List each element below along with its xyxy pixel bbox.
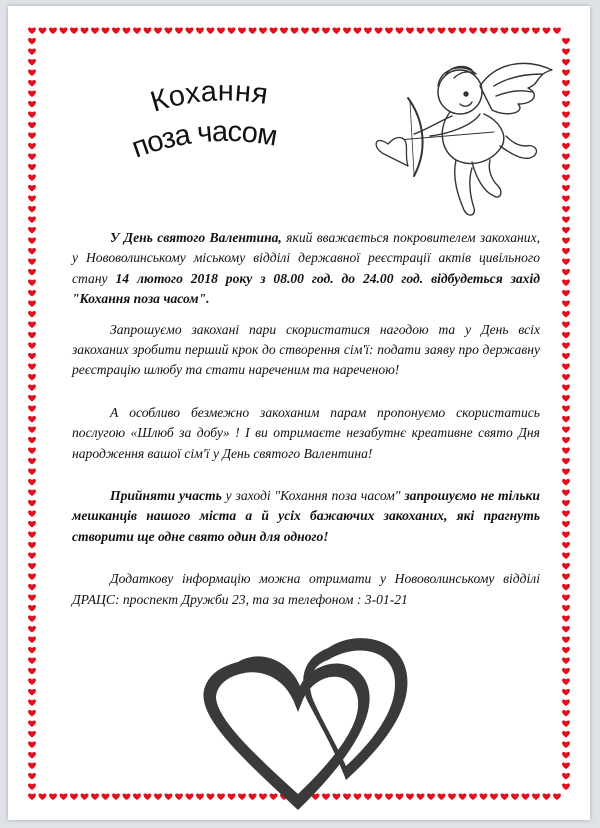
border-heart xyxy=(562,658,570,664)
border-heart xyxy=(562,154,570,160)
border-heart xyxy=(562,238,570,244)
border-heart xyxy=(511,794,519,800)
border-heart xyxy=(28,637,36,643)
border-heart xyxy=(562,395,570,401)
border-heart xyxy=(28,122,36,128)
border-heart xyxy=(562,322,570,328)
border-heart xyxy=(562,364,570,370)
border-heart xyxy=(154,28,162,34)
border-heart xyxy=(562,101,570,107)
paragraph-1 xyxy=(72,228,540,310)
border-heart xyxy=(28,521,36,527)
border-heart xyxy=(562,259,570,265)
border-heart xyxy=(396,28,404,34)
border-heart xyxy=(28,227,36,233)
border-heart xyxy=(102,28,110,34)
border-heart xyxy=(28,175,36,181)
border-heart xyxy=(490,28,498,34)
border-heart xyxy=(562,563,570,569)
border-heart xyxy=(28,542,36,548)
border-heart xyxy=(562,521,570,527)
p1-text1: який вважається покровителем закоханих, у Нововолинському міському відділі державної реєстрації актів цивільного стану xyxy=(72,230,540,286)
border-heart xyxy=(28,343,36,349)
border-heart xyxy=(562,437,570,443)
border-heart xyxy=(28,154,36,160)
border-heart xyxy=(562,49,570,55)
border-heart xyxy=(490,794,498,800)
border-heart xyxy=(562,574,570,580)
border-heart xyxy=(28,700,36,706)
border-heart xyxy=(28,679,36,685)
border-heart xyxy=(28,437,36,443)
border-heart xyxy=(562,248,570,254)
border-heart xyxy=(60,28,68,34)
border-heart xyxy=(562,532,570,538)
border-heart xyxy=(28,395,36,401)
border-heart xyxy=(501,28,509,34)
border-heart xyxy=(28,364,36,370)
border-heart xyxy=(28,563,36,569)
border-heart xyxy=(144,794,152,800)
border-heart xyxy=(28,112,36,118)
border-heart xyxy=(354,28,362,34)
border-heart xyxy=(28,133,36,139)
border-heart xyxy=(28,605,36,611)
border-heart xyxy=(562,427,570,433)
two-hearts-icon xyxy=(178,632,438,822)
p1-text2 xyxy=(423,271,431,286)
border-heart xyxy=(562,605,570,611)
border-heart xyxy=(70,794,78,800)
border-heart xyxy=(562,721,570,727)
border-heart xyxy=(438,28,446,34)
border-heart xyxy=(562,637,570,643)
border-heart xyxy=(28,448,36,454)
p1-lead: У День святого Валентина, xyxy=(110,230,282,245)
border-heart xyxy=(562,112,570,118)
border-heart xyxy=(480,794,488,800)
border-heart xyxy=(511,28,519,34)
border-heart xyxy=(562,710,570,716)
border-heart xyxy=(562,164,570,170)
border-heart xyxy=(562,479,570,485)
border-heart xyxy=(562,91,570,97)
border-heart xyxy=(112,28,120,34)
paragraph-3: А особливо безмежно закоханим парам пропонуємо скористатись послугою «Шлюб за добу» ! І ви отримаєте незабутнє креативне свято Дня народження вашої сім'ї у День святого Валентина! xyxy=(72,404,540,461)
border-heart xyxy=(301,28,309,34)
border-heart xyxy=(562,122,570,128)
border-heart xyxy=(91,28,99,34)
border-heart xyxy=(28,406,36,412)
border-heart xyxy=(28,647,36,653)
border-heart xyxy=(562,626,570,632)
svg-text:Кохання xyxy=(147,75,270,118)
border-heart xyxy=(501,794,509,800)
border-heart xyxy=(28,322,36,328)
border-heart xyxy=(28,479,36,485)
border-heart xyxy=(270,28,278,34)
border-heart xyxy=(28,206,36,212)
border-heart xyxy=(364,28,372,34)
border-heart xyxy=(28,574,36,580)
border-heart xyxy=(28,427,36,433)
border-heart xyxy=(28,532,36,538)
border-heart xyxy=(522,28,530,34)
border-heart xyxy=(562,80,570,86)
border-heart xyxy=(133,794,141,800)
border-heart xyxy=(28,38,36,44)
border-heart xyxy=(28,584,36,590)
border-heart xyxy=(28,511,36,517)
border-heart xyxy=(28,332,36,338)
border-heart xyxy=(28,763,36,769)
border-heart xyxy=(28,49,36,55)
border-heart xyxy=(562,595,570,601)
border-heart xyxy=(562,385,570,391)
border-heart xyxy=(28,385,36,391)
border-heart xyxy=(562,469,570,475)
border-heart xyxy=(448,28,456,34)
border-heart xyxy=(562,143,570,149)
border-heart xyxy=(562,353,570,359)
border-heart xyxy=(562,59,570,65)
border-heart xyxy=(562,773,570,779)
border-heart xyxy=(28,469,36,475)
border-heart xyxy=(186,28,194,34)
border-heart xyxy=(28,290,36,296)
border-heart xyxy=(562,175,570,181)
curved-title xyxy=(126,66,336,186)
border-heart xyxy=(562,784,570,790)
title-line-1: Кохання xyxy=(146,75,271,119)
border-heart xyxy=(562,679,570,685)
border-heart xyxy=(28,185,36,191)
border-heart xyxy=(28,616,36,622)
border-heart xyxy=(238,28,246,34)
cupid-icon xyxy=(368,50,558,225)
border-heart xyxy=(562,196,570,202)
border-heart xyxy=(562,332,570,338)
border-heart xyxy=(28,91,36,97)
border-heart xyxy=(154,794,162,800)
border-heart xyxy=(562,70,570,76)
border-heart xyxy=(532,794,540,800)
border-heart xyxy=(553,794,561,800)
border-heart xyxy=(144,28,152,34)
paragraph-5: Додаткову інформацію можна отримати у Нововолинському відділі ДРАЦС: проспект Дружби 23, та за телефоном : 3-01-21 xyxy=(72,571,540,607)
border-heart xyxy=(562,616,570,622)
border-heart xyxy=(312,28,320,34)
border-heart xyxy=(562,763,570,769)
border-heart xyxy=(228,28,236,34)
border-heart xyxy=(469,794,477,800)
border-heart xyxy=(28,269,36,275)
border-heart xyxy=(28,353,36,359)
border-heart xyxy=(91,794,99,800)
border-heart xyxy=(562,311,570,317)
border-heart xyxy=(562,227,570,233)
border-heart xyxy=(322,28,330,34)
p4-bold2: запрошуємо не тільки мешканців нашого міста а й усіх бажаючих закоханих, які прагнуть створити ще одне свято один для одного! xyxy=(72,488,540,544)
border-heart xyxy=(28,238,36,244)
border-heart xyxy=(28,773,36,779)
border-heart xyxy=(562,647,570,653)
p4-bold1: Прийняти участь xyxy=(110,488,222,504)
border-heart xyxy=(28,416,36,422)
svg-text:поза часом xyxy=(128,116,279,165)
border-heart xyxy=(562,416,570,422)
border-heart xyxy=(207,28,215,34)
border-heart xyxy=(562,511,570,517)
border-heart xyxy=(123,794,131,800)
border-heart xyxy=(28,28,36,34)
border-heart xyxy=(49,794,57,800)
border-heart xyxy=(28,658,36,664)
border-heart xyxy=(28,164,36,170)
border-heart xyxy=(427,28,435,34)
border-heart xyxy=(28,553,36,559)
border-heart xyxy=(28,742,36,748)
border-heart xyxy=(28,595,36,601)
border-heart xyxy=(343,28,351,34)
border-heart xyxy=(291,28,299,34)
border-heart xyxy=(28,794,36,800)
border-heart xyxy=(562,217,570,223)
announcement-body xyxy=(72,228,540,620)
p1-event: відбудеться захід "Кохання поза часом". xyxy=(72,270,540,307)
border-heart xyxy=(28,196,36,202)
border-heart xyxy=(562,206,570,212)
border-heart xyxy=(562,38,570,44)
border-heart xyxy=(165,794,173,800)
border-heart xyxy=(28,784,36,790)
border-heart xyxy=(562,280,570,286)
border-heart xyxy=(60,794,68,800)
border-heart xyxy=(28,500,36,506)
border-heart xyxy=(562,731,570,737)
border-heart xyxy=(28,731,36,737)
border-heart xyxy=(562,542,570,548)
border-heart xyxy=(28,143,36,149)
border-heart xyxy=(39,794,47,800)
border-heart xyxy=(480,28,488,34)
border-heart xyxy=(280,28,288,34)
border-heart xyxy=(175,28,183,34)
border-heart xyxy=(112,794,120,800)
border-heart xyxy=(28,311,36,317)
border-heart xyxy=(28,217,36,223)
border-heart xyxy=(28,721,36,727)
border-heart xyxy=(81,794,89,800)
border-heart xyxy=(28,689,36,695)
border-heart xyxy=(448,794,456,800)
border-heart xyxy=(196,28,204,34)
border-heart xyxy=(28,259,36,265)
border-heart xyxy=(28,626,36,632)
border-heart xyxy=(562,406,570,412)
border-heart xyxy=(28,374,36,380)
p1-date: 14 лютого 2018 року з 08.00 год. до 24.00 год. xyxy=(115,270,424,286)
border-heart xyxy=(543,794,551,800)
border-heart xyxy=(522,794,530,800)
border-heart xyxy=(562,343,570,349)
border-heart xyxy=(562,752,570,758)
border-heart xyxy=(543,28,551,34)
border-heart xyxy=(562,269,570,275)
border-heart xyxy=(459,28,467,34)
border-heart xyxy=(49,28,57,34)
border-heart xyxy=(417,28,425,34)
border-heart xyxy=(562,700,570,706)
border-heart xyxy=(70,28,78,34)
border-heart xyxy=(123,28,131,34)
border-heart xyxy=(133,28,141,34)
border-heart xyxy=(562,689,570,695)
paragraph-4 xyxy=(72,486,540,547)
border-heart xyxy=(562,668,570,674)
border-heart xyxy=(28,458,36,464)
border-heart xyxy=(562,185,570,191)
border-heart xyxy=(28,59,36,65)
border-heart xyxy=(562,448,570,454)
border-heart xyxy=(562,584,570,590)
border-heart xyxy=(532,28,540,34)
border-heart xyxy=(28,101,36,107)
border-heart xyxy=(28,710,36,716)
border-heart xyxy=(28,248,36,254)
border-heart xyxy=(459,794,467,800)
border-heart xyxy=(28,301,36,307)
border-heart xyxy=(81,28,89,34)
border-heart xyxy=(28,752,36,758)
document-page xyxy=(8,6,590,820)
border-heart xyxy=(28,490,36,496)
border-heart xyxy=(375,28,383,34)
border-heart xyxy=(553,28,561,34)
border-heart xyxy=(333,28,341,34)
border-heart xyxy=(217,28,225,34)
border-heart xyxy=(562,374,570,380)
title-line-2: поза часом xyxy=(127,115,279,165)
border-heart xyxy=(406,28,414,34)
border-heart xyxy=(438,794,446,800)
border-heart xyxy=(562,458,570,464)
border-heart xyxy=(385,28,393,34)
border-heart xyxy=(562,742,570,748)
border-heart xyxy=(39,28,47,34)
border-heart xyxy=(28,80,36,86)
p4-text1: у заході "Кохання поза часом" xyxy=(221,488,405,504)
border-heart xyxy=(249,28,257,34)
border-heart xyxy=(28,280,36,286)
border-heart xyxy=(562,301,570,307)
border-heart xyxy=(469,28,477,34)
border-heart xyxy=(562,490,570,496)
border-heart xyxy=(165,28,173,34)
border-heart xyxy=(102,794,110,800)
border-heart xyxy=(28,70,36,76)
paragraph-2: Запрошуємо закохані пари скористатися нагодою та у День всіх закоханих зробити перший крок до створення сім'ї: подати заяву про державну реєстрацію шлюбу та стати нареченим та нареченою! xyxy=(72,321,540,378)
border-heart xyxy=(562,553,570,559)
border-heart xyxy=(28,668,36,674)
border-heart xyxy=(562,133,570,139)
border-heart xyxy=(562,290,570,296)
border-heart xyxy=(259,28,267,34)
border-heart xyxy=(562,500,570,506)
